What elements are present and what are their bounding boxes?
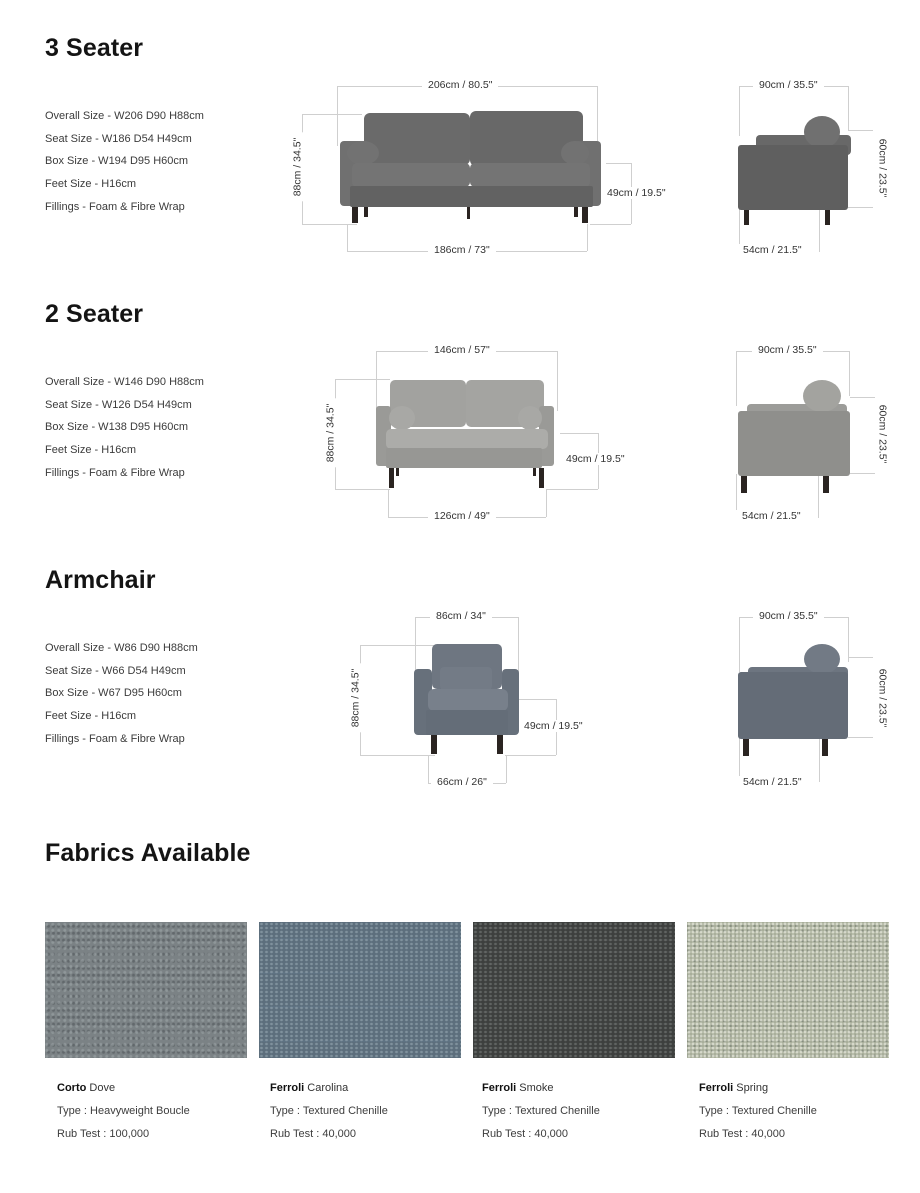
- sofa-side-image: [735, 376, 853, 494]
- dimension-height: 88cm / 34.5": [291, 133, 303, 202]
- spec-seat: Seat Size - W66 D54 H49cm: [45, 664, 186, 677]
- spec-fillings: Fillings - Foam & Fibre Wrap: [45, 732, 185, 745]
- dimension-depth: 90cm / 35.5": [752, 344, 823, 356]
- dimension-depth: 90cm / 35.5": [753, 610, 824, 622]
- fabric-type: Type : Heavyweight Boucle: [57, 1105, 190, 1117]
- spec-list: [45, 105, 204, 219]
- spec-overall: Overall Size - W206 D90 H88cm: [45, 110, 204, 122]
- spec-feet: Feet Size - H16cm: [45, 178, 137, 191]
- sofa-front-image: [374, 376, 556, 492]
- spec-list: [45, 371, 204, 485]
- section-title: 2 Seater: [45, 300, 144, 328]
- spec-feet: Feet Size - H16cm: [45, 710, 137, 723]
- fabric-type: Type : Textured Chenille: [270, 1105, 388, 1117]
- fabric-rub-test: Rub Test : 40,000: [270, 1128, 357, 1140]
- fabric-swatch[interactable]: [259, 922, 461, 1058]
- dimension-seat-height: 49cm / 19.5": [518, 720, 589, 732]
- fabric-brand: Ferroli: [482, 1082, 517, 1094]
- dimension-width: 206cm / 80.5": [422, 79, 498, 91]
- fabric-name: [270, 1082, 348, 1094]
- spec-seat: Seat Size - W126 D54 H49cm: [45, 398, 192, 411]
- dimension-box-height: 60cm / 23.5": [876, 400, 888, 469]
- section-title: Armchair: [45, 566, 156, 594]
- fabrics-title: Fabrics Available: [45, 839, 251, 867]
- dimension-width: 86cm / 34": [430, 610, 492, 622]
- fabric-color-name: Smoke: [519, 1082, 554, 1094]
- spec-fillings: Fillings - Foam & Fibre Wrap: [45, 466, 185, 479]
- spec-overall: Overall Size - W146 D90 H88cm: [45, 376, 204, 388]
- dimension-seat-width: 126cm / 49": [428, 510, 496, 522]
- sofa-front-image: [332, 108, 604, 224]
- dimension-height: 88cm / 34.5": [349, 664, 361, 733]
- armchair-side-image: [736, 642, 852, 758]
- spec-fillings: Fillings - Foam & Fibre Wrap: [45, 200, 185, 213]
- dimension-seat-width: 186cm / 73": [428, 244, 496, 256]
- fabric-swatch[interactable]: [473, 922, 675, 1058]
- dimension-height: 88cm / 34.5": [324, 399, 336, 468]
- spec-box: Box Size - W67 D95 H60cm: [45, 687, 182, 700]
- dimension-box-height: 60cm / 23.5": [876, 664, 888, 733]
- spec-overall: Overall Size - W86 D90 H88cm: [45, 642, 198, 654]
- sofa-side-image: [736, 110, 852, 226]
- dimension-seat-depth: 54cm / 21.5": [737, 776, 808, 788]
- fabric-name: [699, 1082, 768, 1094]
- fabric-rub-test: Rub Test : 40,000: [482, 1128, 569, 1140]
- armchair-front-image: [414, 642, 520, 758]
- fabric-brand: Corto: [57, 1082, 87, 1094]
- fabric-color-name: Carolina: [307, 1082, 349, 1094]
- fabric-name: [57, 1082, 115, 1094]
- spec-seat: Seat Size - W186 D54 H49cm: [45, 132, 192, 145]
- fabric-color-name: Spring: [736, 1082, 769, 1094]
- fabric-color-name: Dove: [89, 1082, 116, 1094]
- dimension-seat-width: 66cm / 26": [431, 776, 493, 788]
- fabric-rub-test: Rub Test : 40,000: [699, 1128, 786, 1140]
- fabric-rub-test: Rub Test : 100,000: [57, 1128, 150, 1140]
- fabric-swatch[interactable]: [687, 922, 889, 1058]
- spec-feet: Feet Size - H16cm: [45, 444, 137, 457]
- spec-box: Box Size - W138 D95 H60cm: [45, 421, 189, 434]
- spec-list: [45, 637, 198, 751]
- fabric-brand: Ferroli: [270, 1082, 305, 1094]
- fabric-name: [482, 1082, 554, 1094]
- dimension-seat-height: 49cm / 19.5": [560, 453, 631, 465]
- spec-box: Box Size - W194 D95 H60cm: [45, 155, 189, 168]
- fabric-type: Type : Textured Chenille: [482, 1105, 600, 1117]
- fabric-swatch[interactable]: [45, 922, 247, 1058]
- dimension-seat-depth: 54cm / 21.5": [736, 510, 807, 522]
- fabric-brand: Ferroli: [699, 1082, 734, 1094]
- dimension-width: 146cm / 57": [428, 344, 496, 356]
- dimension-seat-height: 49cm / 19.5": [601, 187, 672, 199]
- dimension-box-height: 60cm / 23.5": [876, 134, 888, 203]
- fabric-type: Type : Textured Chenille: [699, 1105, 817, 1117]
- section-title: 3 Seater: [45, 34, 144, 62]
- dimension-seat-depth: 54cm / 21.5": [737, 244, 808, 256]
- dimension-depth: 90cm / 35.5": [753, 79, 824, 91]
